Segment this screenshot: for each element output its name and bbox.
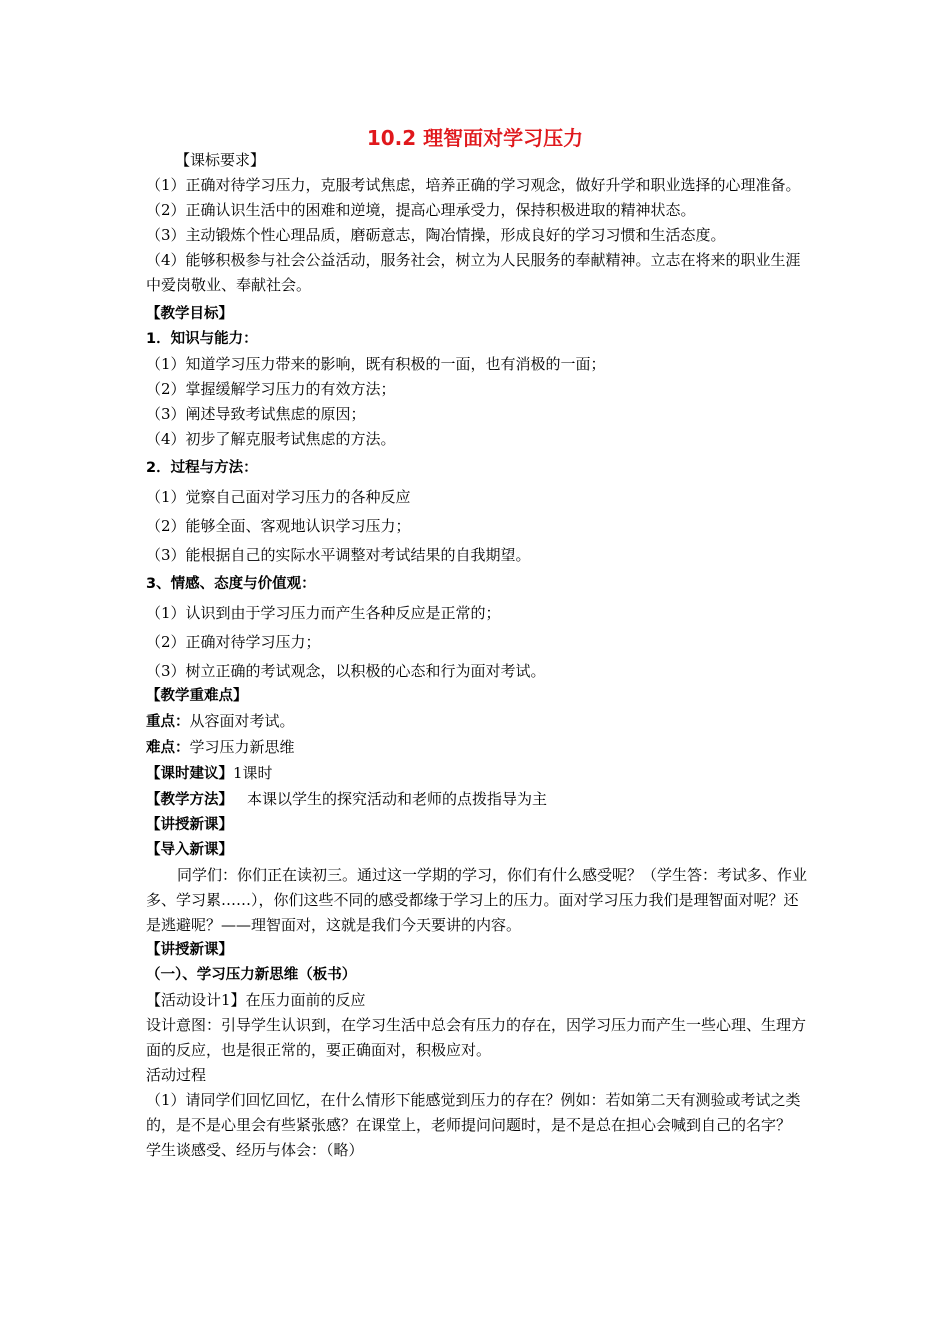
goal-item: （1）觉察自己面对学习压力的各种反应 [146, 488, 411, 506]
activity-title: 在压力面前的反应 [245, 991, 366, 1009]
goal-item: （4）初步了解克服考试焦虑的方法。 [146, 430, 396, 448]
activity-step: （1）请同学们回忆回忆，在什么情形下能感觉到压力的存在？例如：若如第二天有测验或考试之类的，是不是心里会有些紧张感？在课堂上，老师提问问题时，是不是总在担心会喊到自己的名字？ [146, 1091, 801, 1134]
activity-process: 活动过程 [146, 1066, 207, 1084]
activity-label: 【活动设计1】 [146, 991, 246, 1009]
teaching-method-label: 【教学方法】 [146, 792, 233, 808]
difficult-point-line [146, 735, 810, 761]
design-intent: 设计意图：引导学生认识到，在学习生活中总会有压力的存在，因学习压力而产生一些心理、生理方面的反应，也是很正常的，要正确面对，积极应对。 [146, 1016, 807, 1059]
goal-section-heading: 3、情感、态度与价值观： [146, 576, 316, 592]
lesson-time-text: 1课时 [233, 764, 273, 782]
key-point-line [146, 709, 810, 735]
goal-section-heading: 2．过程与方法： [146, 460, 258, 476]
key-point-text: 从容面对考试。 [189, 712, 295, 730]
intro-paragraph: 同学们：你们正在读初三。通过这一学期的学习，你们有什么感受呢？（学生答：考试多、作业多、学习累……），你们这些不同的感受都缘于学习上的压力。面对学习压力我们是理智面对呢？还是逃避呢？——理智面对，这就是我们今天要讲的内容。 [146, 866, 808, 934]
part-heading: （一）、学习压力新思维（板书） [146, 967, 357, 983]
goal-item: （3）能根据自己的实际水平调整对考试结果的自我期望。 [146, 546, 531, 564]
teaching-method-line [146, 787, 810, 813]
section-heading-goals: 【教学目标】 [146, 306, 233, 322]
kebiao-item: （4）能够积极参与社会公益活动，服务社会，树立为人民服务的奉献精神。立志在将来的职业生涯中爱岗敬业、奉献社会。 [146, 251, 801, 294]
goal-item: （2）能够全面、客观地认识学习压力； [146, 517, 411, 535]
difficult-point-label: 难点： [146, 740, 190, 756]
goal-item: （3）树立正确的考试观念，以积极的心态和行为面对考试。 [146, 662, 546, 680]
lesson-time-label: 【课时建议】 [146, 766, 233, 782]
key-point-label: 重点： [146, 714, 190, 730]
section-heading-keypoints: 【教学重难点】 [146, 688, 248, 704]
activity-line [146, 988, 810, 1013]
kebiao-item: （3）主动锻炼个性心理品质，磨砺意志，陶冶情操，形成良好的学习习惯和生活态度。 [146, 226, 726, 244]
teaching-method-text: 本课以学生的探究活动和老师的点拨指导为主 [247, 790, 548, 808]
goal-item: （2）正确对待学习压力； [146, 633, 321, 651]
goal-item: （1）知道学习压力带来的影响，既有积极的一面，也有消极的一面； [146, 355, 606, 373]
section-heading-intro: 【导入新课】 [146, 842, 233, 858]
goal-item: （1）认识到由于学习压力而产生各种反应是正常的； [146, 604, 501, 622]
goal-item: （2）掌握缓解学习压力的有效方法； [146, 380, 396, 398]
section-heading-lecture-2: 【讲授新课】 [146, 942, 233, 958]
goal-item: （3）阐述导致考试焦虑的原因； [146, 405, 366, 423]
section-heading-kebiao: 【课标要求】 [175, 151, 266, 169]
difficult-point-text: 学习压力新思维 [189, 738, 295, 756]
section-heading-lecture: 【讲授新课】 [146, 817, 233, 833]
student-response: 学生谈感受、经历与体会：（略） [146, 1141, 364, 1159]
page-title: 10.2 理智面对学习压力 [366, 126, 584, 150]
goal-section-heading: 1．知识与能力： [146, 331, 258, 347]
kebiao-item: （1）正确对待学习压力，克服考试焦虑，培养正确的学习观念，做好升学和职业选择的心理准备。 [146, 176, 801, 194]
kebiao-item: （2）正确认识生活中的困难和逆境，提高心理承受力，保持积极进取的精神状态。 [146, 201, 696, 219]
document-body [146, 148, 810, 1163]
lesson-time-line [146, 761, 810, 787]
